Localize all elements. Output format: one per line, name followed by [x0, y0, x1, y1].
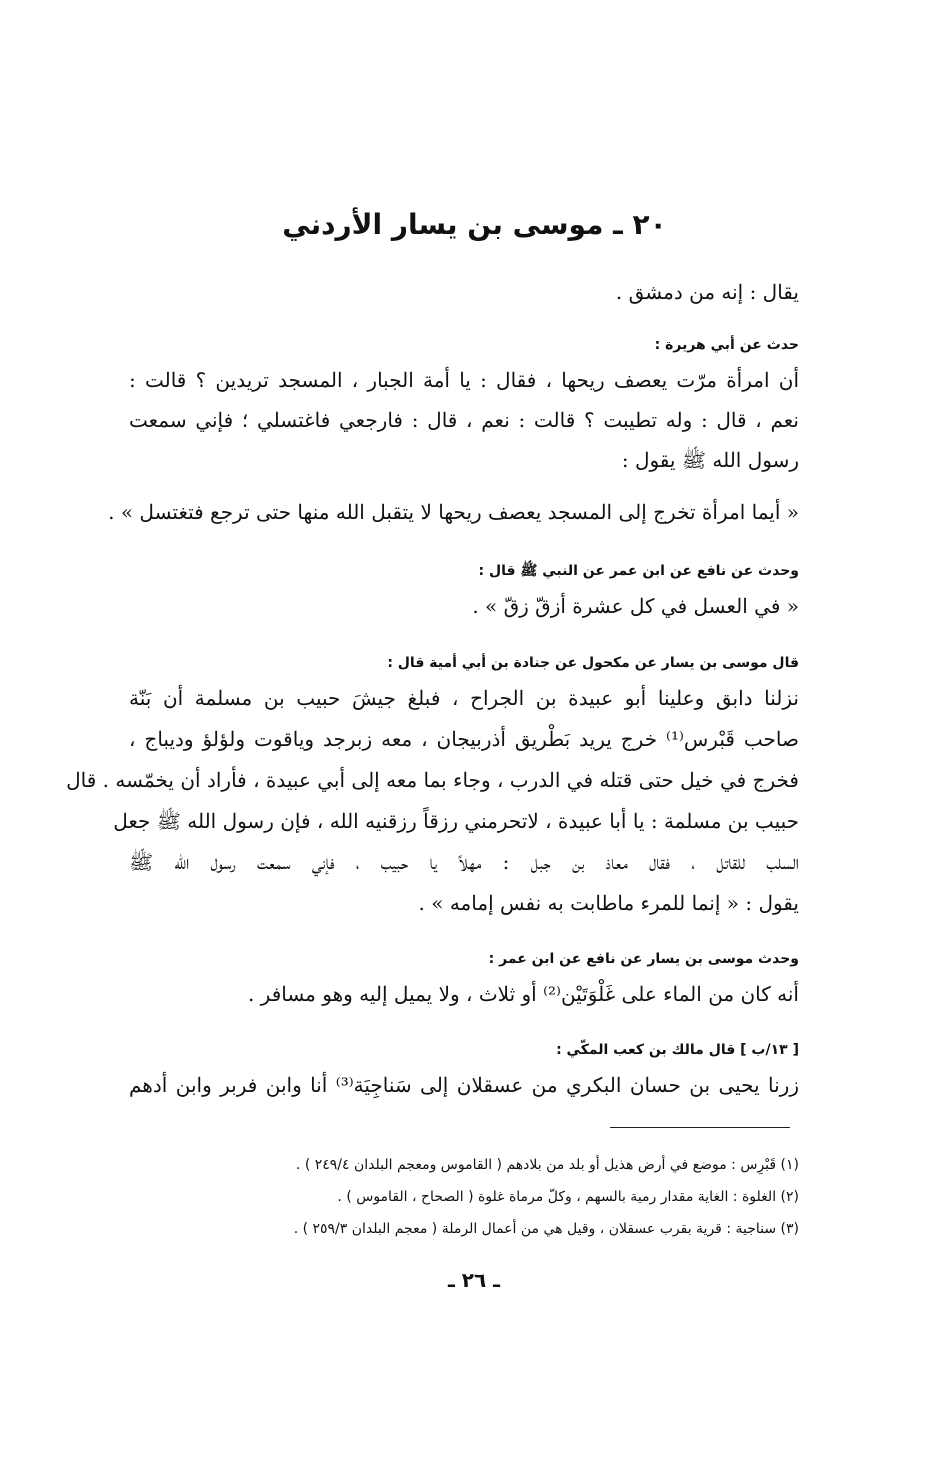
section2-quote: « في العسل في كل عشرة أزقّ زقّ » . [472, 594, 799, 618]
section3-line-6: يقول : « إنما للمرء ماطابت به نفس إمامه » . [418, 891, 799, 915]
section3-line-4: حبيب بن مسلمة : يا أبا عبيدة ، لاتحرمني رزقاً رزقنيه الله ، فإن رسول الله ﷺ جعل [113, 809, 799, 833]
section1-line-3: رسول الله ﷺ يقول : [621, 448, 799, 472]
section1-heading: حدث عن أبي هريرة : [654, 337, 799, 353]
intro-line: يقال : إنه من دمشق . [615, 280, 799, 304]
section4-line: أنه كان من الماء على غَلْوَتَيْن⁽²⁾ أو ثلاث ، ولا يميل إليه وهو مسافر . [247, 982, 799, 1006]
section2-heading: وحدث عن نافع عن ابن عمر عن النبي ﷺ قال : [478, 563, 799, 579]
section3-line-3: فخرج في خيل حتى قتله في الدرب ، وجاء بما معه إلى أبي عبيدة ، فأراد أن يخمّسه . قال [66, 768, 799, 792]
section3-line-5: السلب للقاتل ، فقال معاذ بن جبل : مهلاً يا حبيب ، فإني سمعت رسول الله ﷺ [129, 850, 799, 874]
section5-heading: [ ١٣/ب ] قال مالك بن كعب المكّي : [556, 1042, 799, 1058]
footnote-3: (٣) سناجية : قرية بقرب عسقلان ، وقيل هي من أعمال الرملة ( معجم البلدان ٢٥٩/٣ ) . [293, 1221, 799, 1237]
chapter-title: ٢٠ ـ موسى بن يسار الأردني [282, 208, 667, 241]
footnote-1: (١) قَبْرِس : موضع في أرض هذيل أو بلد من بلادهم ( القاموس ومعجم البلدان ٢٤٩/٤ ) . [295, 1157, 799, 1173]
footnote-divider [610, 1127, 790, 1128]
section1-line-1: أن امرأة مرّت يعصف ريحها ، فقال : يا أمة الجبار ، المسجد تريدين ؟ قالت : [129, 368, 799, 392]
section4-heading: وحدث موسى بن يسار عن نافع عن ابن عمر : [488, 951, 799, 967]
section3-line-1: نزلنا دابق وعلينا أبو عبيدة بن الجراح ، فبلغ جيشَ حبيب بن مسلمة أن بَنّة [129, 686, 799, 710]
section5-line: زرنا يحيى بن حسان البكري من عسقلان إلى سَناجِيَة⁽³⁾ أنا وابن فربر وابن أدهم [129, 1073, 799, 1097]
section3-line-2: صاحب قَبْرس⁽¹⁾ خرج يريد بَطْريق أذربيجان ، معه زبرجد وياقوت ولؤلؤ وديباج ، [129, 727, 799, 751]
footnote-2: (٢) الغلوة : الغاية مقدار رمية بالسهم ، وكلّ مرماة غلوة ( الصحاح ، القاموس ) . [337, 1189, 799, 1205]
page-number: ـ ٢٦ ـ [447, 1268, 501, 1292]
section1-quote: « أيما امرأة تخرج إلى المسجد يعصف ريحها لا يتقبل الله منها حتى ترجع فتغتسل » . [108, 500, 799, 524]
section1-line-2: نعم ، قال : وله تطيبت ؟ قالت : نعم ، قال : فارجعي فاغتسلي ؛ فإني سمعت [129, 408, 799, 432]
section3-heading: قال موسى بن يسار عن مكحول عن جنادة بن أبي أمية قال : [387, 655, 799, 671]
